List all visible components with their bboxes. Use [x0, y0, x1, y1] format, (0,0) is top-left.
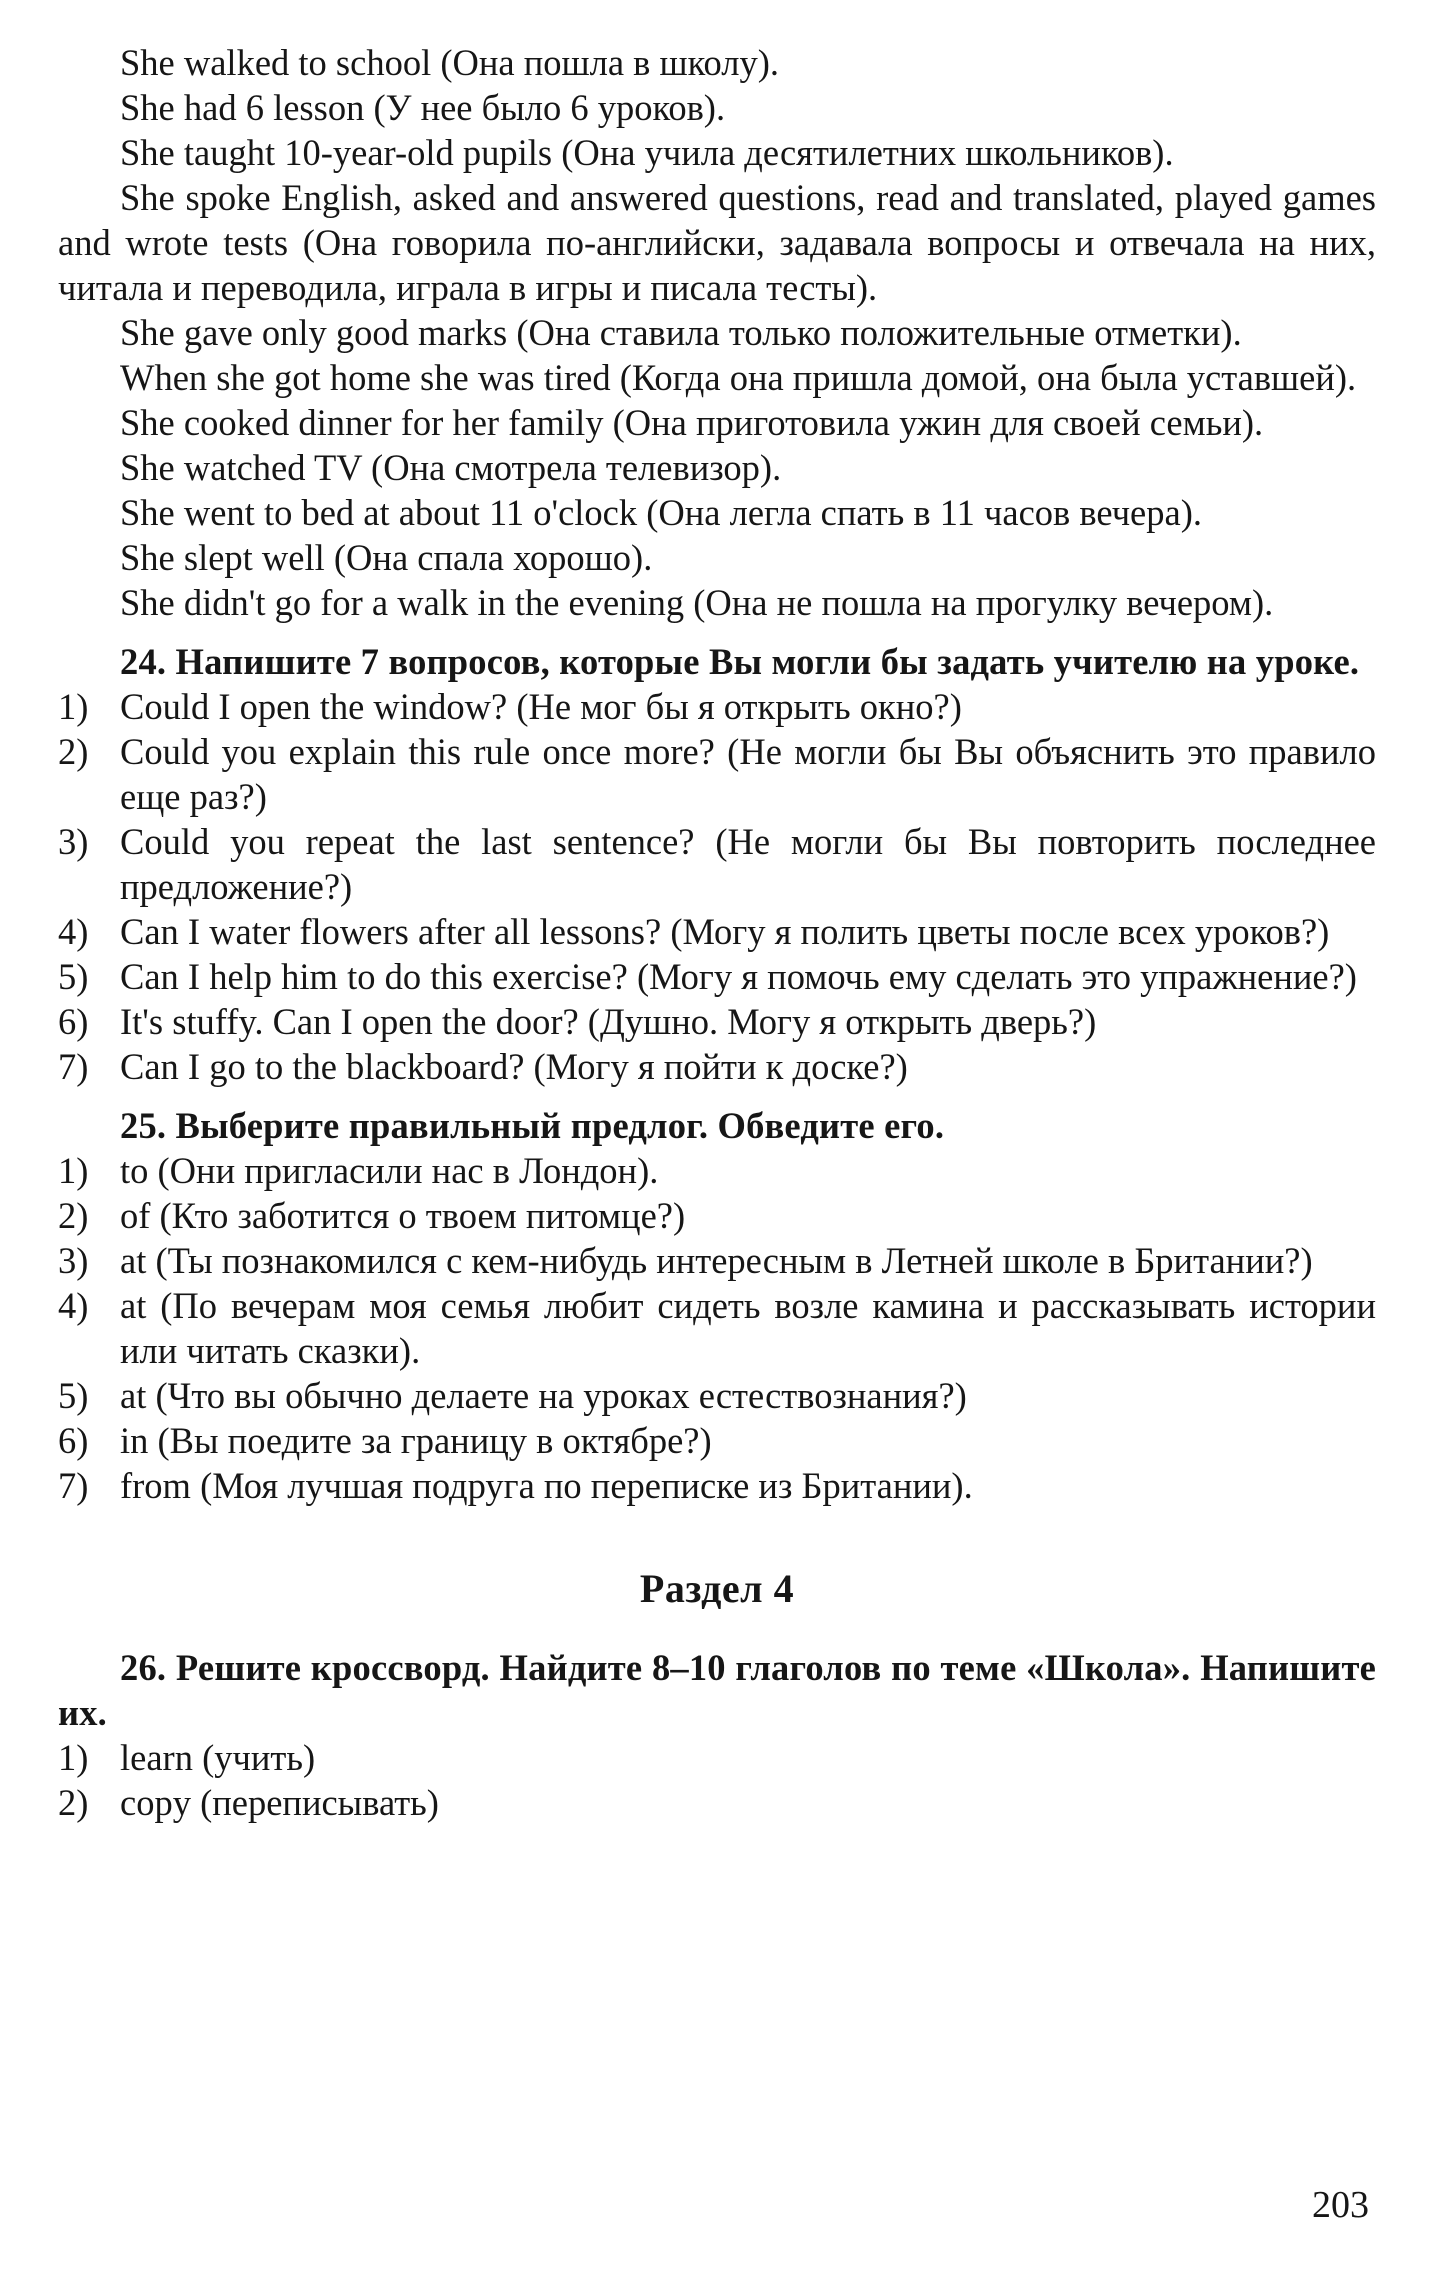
exercise-25: [58, 1103, 1376, 1508]
item-number: 7): [58, 1046, 89, 1087]
exercise-25-list: [58, 1148, 1376, 1508]
exercise-24-heading: 24. Напишите 7 вопросов, которые Вы могли бы задать учителю на уроке.: [120, 641, 1360, 682]
intro-paragraph: She walked to school (Она пошла в школу).: [120, 42, 779, 83]
item-text: at (По вечерам моя семья любит сидеть возле камина и рассказывать истории или читать сказки).: [120, 1285, 1376, 1371]
item-text: at (Ты познакомился с кем-нибудь интересным в Летней школе в Британии?): [120, 1240, 1313, 1281]
item-text: from (Моя лучшая подруга по переписке из Британии).: [120, 1465, 973, 1506]
item-text: copy (переписывать): [120, 1782, 439, 1823]
item-text: Can I help him to do this exercise? (Могу я помочь ему сделать это упражнение?): [120, 956, 1357, 997]
intro-paragraph: She didn't go for a walk in the evening (Она не пошла на прогулку вечером).: [120, 582, 1274, 623]
item-text: Could I open the window? (Не мог бы я открыть окно?): [120, 686, 962, 727]
intro-paragraph: She watched TV (Она смотрела телевизор).: [120, 447, 782, 488]
item-number: 2): [58, 1195, 89, 1236]
intro-paragraph: She cooked dinner for her family (Она приготовила ужин для своей семьи).: [120, 402, 1264, 443]
list-item: [58, 684, 1376, 729]
item-number: 5): [58, 956, 89, 997]
list-item: [58, 1148, 1376, 1193]
list-item: [58, 1283, 1376, 1373]
item-text: Could you repeat the last sentence? (Не могли бы Вы повторить последнее предложение?): [120, 821, 1376, 907]
intro-paragraph: She taught 10-year-old pupils (Она учила десятилетних школьников).: [120, 132, 1174, 173]
list-item: [58, 1238, 1376, 1283]
item-number: 7): [58, 1465, 89, 1506]
intro-paragraph: She slept well (Она спала хорошо).: [120, 537, 653, 578]
item-text: to (Они пригласили нас в Лондон).: [120, 1150, 659, 1191]
item-text: of (Кто заботится о твоем питомце?): [120, 1195, 686, 1236]
list-item: [58, 1193, 1376, 1238]
section-title: Раздел 4: [639, 1566, 795, 1611]
item-text: Could you explain this rule once more? (Не могли бы Вы объяснить это правило еще раз?): [120, 731, 1376, 817]
item-text: in (Вы поедите за границу в октябре?): [120, 1420, 712, 1461]
item-number: 2): [58, 1782, 89, 1823]
list-item: [58, 1044, 1376, 1089]
list-item: [58, 954, 1376, 999]
intro-paragraph: She gave only good marks (Она ставила только положительные отметки).: [120, 312, 1242, 353]
item-number: 1): [58, 686, 89, 727]
exercise-26-heading: 26. Решите кроссворд. Найдите 8–10 глаголов по теме «Школа». Напишите их.: [58, 1647, 1376, 1733]
item-text: Can I go to the blackboard? (Могу я пойти к доске?): [120, 1046, 908, 1087]
list-item: [58, 1373, 1376, 1418]
intro-paragraph: When she got home she was tired (Когда она пришла домой, она была уставшей).: [120, 357, 1357, 398]
list-item: [58, 1418, 1376, 1463]
exercise-24: [58, 639, 1376, 1089]
list-item: [58, 1735, 1376, 1780]
item-text: learn (учить): [120, 1737, 316, 1778]
list-item: [58, 999, 1376, 1044]
exercise-26-list: [58, 1735, 1376, 1825]
item-number: 6): [58, 1420, 89, 1461]
list-item: [58, 729, 1376, 819]
item-number: 4): [58, 1285, 89, 1326]
intro-paragraph: She spoke English, asked and answered questions, read and translated, played games and wrote tests (Она говорила по-английски, задавала вопросы и отвечала на них, читала и переводила, играла в игры и писала тесты).: [58, 177, 1376, 308]
item-number: 1): [58, 1737, 89, 1778]
item-number: 2): [58, 731, 89, 772]
intro-paragraph: She had 6 lesson (У нее было 6 уроков).: [120, 87, 726, 128]
intro-section: [58, 40, 1376, 625]
exercise-26: [58, 1645, 1376, 1825]
list-item: [58, 1463, 1376, 1508]
exercise-24-list: [58, 684, 1376, 1089]
item-number: 5): [58, 1375, 89, 1416]
list-item: [58, 819, 1376, 909]
list-item: [58, 909, 1376, 954]
intro-paragraph: She went to bed at about 11 o'clock (Она легла спать в 11 часов вечера).: [120, 492, 1202, 533]
item-number: 3): [58, 821, 89, 862]
book-page: [58, 40, 1376, 1825]
list-item: [58, 1780, 1376, 1825]
item-number: 6): [58, 1001, 89, 1042]
item-text: at (Что вы обычно делаете на уроках естествознания?): [120, 1375, 967, 1416]
exercise-25-heading: 25. Выберите правильный предлог. Обведите его.: [120, 1105, 945, 1146]
item-number: 4): [58, 911, 89, 952]
item-text: It's stuffy. Can I open the door? (Душно. Могу я открыть дверь?): [120, 1001, 1097, 1042]
page-number: 203: [1312, 2184, 1369, 2226]
item-number: 1): [58, 1150, 89, 1191]
item-text: Can I water flowers after all lessons? (Могу я полить цветы после всех уроков?): [120, 911, 1330, 952]
item-number: 3): [58, 1240, 89, 1281]
